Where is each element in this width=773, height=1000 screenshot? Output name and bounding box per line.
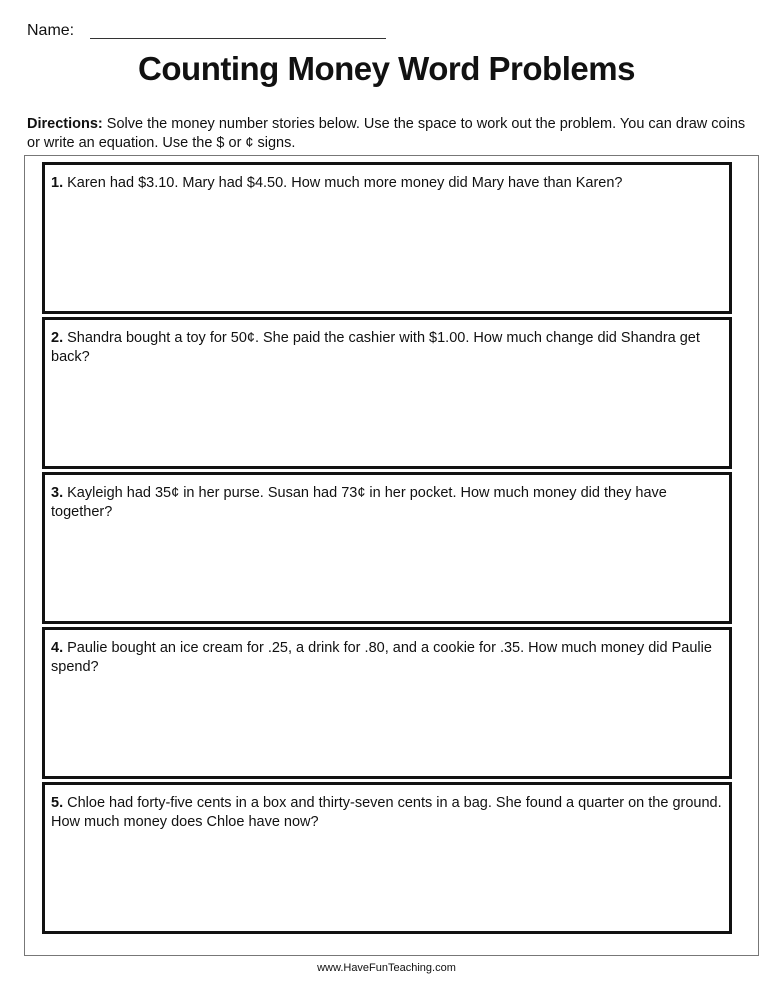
name-field[interactable] <box>90 38 386 39</box>
problem-box-1[interactable] <box>42 162 732 314</box>
problem-number: 4. <box>51 640 64 656</box>
problem-number: 5. <box>51 795 64 811</box>
footer-url: www.HaveFunTeaching.com <box>317 962 456 974</box>
problem-text: Kayleigh had 35¢ in her purse. Susan had 73¢ in her pocket. How much money did they have together? <box>51 485 667 520</box>
directions-text: Solve the money number stories below. Use the space to work out the problem. You can draw coins or write an equation. Use the $ or ¢ signs. <box>27 116 746 151</box>
problem-text: Karen had $3.10. Mary had $4.50. How much more money did Mary have than Karen? <box>63 175 623 191</box>
problem-number: 3. <box>51 485 64 501</box>
problem-box-4[interactable] <box>42 627 732 779</box>
problem-box-5[interactable] <box>42 782 732 934</box>
directions-label: Directions: <box>27 116 103 132</box>
problem-number: 2. <box>51 330 64 346</box>
problem-text: Shandra bought a toy for 50¢. She paid the cashier with $1.00. How much change did Shandra get back? <box>51 330 700 365</box>
problem-number: 1. <box>51 175 64 191</box>
problem-text: Chloe had forty-five cents in a box and thirty-seven cents in a bag. She found a quarter on the ground. How much money does Chloe have now? <box>51 795 722 830</box>
problem-box-2[interactable] <box>42 317 732 469</box>
directions <box>27 115 747 153</box>
problem-box-3[interactable] <box>42 472 732 624</box>
page-title: Counting Money Word Problems <box>138 50 635 87</box>
name-label: Name: <box>27 22 75 39</box>
problem-text: Paulie bought an ice cream for .25, a drink for .80, and a cookie for .35. How much money did Paulie spend? <box>51 640 712 675</box>
